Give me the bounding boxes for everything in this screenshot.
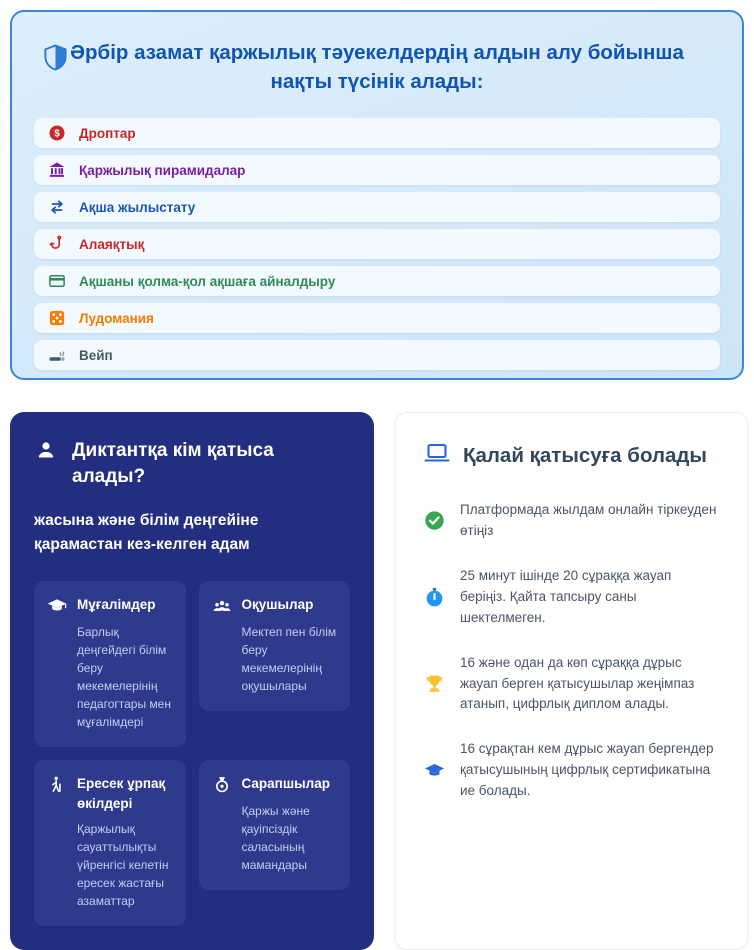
elderly-person-icon xyxy=(47,775,67,795)
group-description: Барлық деңгейдегі білім беру мекемелерінің педагогтары мен мұғалімдері xyxy=(77,625,171,730)
risk-item-cash-conversion[interactable] xyxy=(34,266,720,296)
trophy-icon xyxy=(424,673,445,694)
risk-item-label: Ақша жылыстату xyxy=(79,199,196,215)
risks-card-title: Әрбір азамат қаржылық тәуекелдердің алдын алу бойынша нақты түсінік алады: xyxy=(70,41,684,94)
participant-groups xyxy=(34,581,350,926)
risk-item-droppers[interactable] xyxy=(34,118,720,148)
credit-card-icon xyxy=(47,272,66,291)
group-card-experts xyxy=(199,760,351,890)
laptop-icon xyxy=(424,441,450,470)
risk-item-label: Вейп xyxy=(79,347,113,363)
risk-item-label: Дроптар xyxy=(79,125,136,141)
risk-item-label: Ақшаны қолма-қол ақшаға айналдыру xyxy=(79,273,336,289)
shield-icon xyxy=(42,44,69,79)
person-icon xyxy=(34,438,58,467)
dollar-circle-icon xyxy=(47,124,66,143)
risk-item-label: Лудомания xyxy=(79,310,154,326)
group-description: Мектеп пен білім беру мекемелерінің оқушылары xyxy=(241,625,337,694)
step-timing xyxy=(424,566,719,629)
graduation-cap-blue-icon xyxy=(424,760,445,781)
graduation-cap-icon xyxy=(47,596,67,616)
participants-title: Диктантқа кім қатыса алады? xyxy=(72,440,274,487)
group-card-teachers xyxy=(34,581,186,747)
how-to-title: Қалай қатысуға болады xyxy=(463,443,707,467)
group-description: Қаржы және қауіпсіздік саласының мамандары xyxy=(241,804,310,873)
group-description: Қаржылық сауаттылықты үйренгісі келетін ересек жастағы азаматтар xyxy=(77,822,169,909)
step-diploma xyxy=(424,653,719,716)
group-title: Оқушылар xyxy=(241,597,314,613)
risk-item-money-laundering[interactable] xyxy=(34,192,720,222)
group-title: Сарапшылар xyxy=(241,776,330,792)
vape-icon xyxy=(47,346,66,365)
step-registration xyxy=(424,500,719,542)
risk-item-label: Қаржылық пирамидалар xyxy=(79,162,246,178)
dice-icon xyxy=(47,309,66,328)
step-text: Платформада жылдам онлайн тіркеуден өтіңіз xyxy=(460,502,717,538)
risk-item-label: Алаяқтық xyxy=(79,236,145,252)
stopwatch-icon xyxy=(424,587,445,608)
transfer-arrows-icon xyxy=(47,198,66,217)
bank-icon xyxy=(47,161,66,180)
risk-item-vape[interactable] xyxy=(34,340,720,370)
group-card-students xyxy=(199,581,351,711)
step-text: 16 және одан да көп сұраққа дұрыс жауап берген қатысушылар жеңімпаз атанып, цифрлық диплом алады. xyxy=(460,654,695,712)
step-text: 25 минут ішінде 20 сұраққа жауап беріңіз. Қайта тапсыру саны шектелмеген. xyxy=(460,567,672,625)
financial-risks-card xyxy=(10,10,744,380)
group-card-elderly xyxy=(34,760,186,926)
participants-card xyxy=(10,412,374,950)
how-to-participate-card xyxy=(395,412,748,950)
step-certificate xyxy=(424,739,719,802)
svg-text:$: $ xyxy=(53,128,60,140)
group-title: Мұғалімдер xyxy=(77,597,156,613)
medal-icon xyxy=(212,775,232,795)
group-title: Ересек ұрпақ өкілдері xyxy=(77,776,166,811)
participants-subtitle: жасына және білім деңгейіне қарамастан кез-келген адам xyxy=(34,512,259,554)
students-group-icon xyxy=(212,596,232,616)
risk-item-gambling[interactable] xyxy=(34,303,720,333)
bottom-section xyxy=(10,412,744,950)
risk-item-fraud[interactable] xyxy=(34,229,720,259)
check-circle-icon xyxy=(424,510,445,531)
risk-item-pyramids[interactable] xyxy=(34,155,720,185)
step-text: 16 сұрақтан кем дұрыс жауап бергендер қатысушының цифрлық сертификатына ие болады. xyxy=(460,741,714,799)
hook-icon xyxy=(47,235,66,254)
